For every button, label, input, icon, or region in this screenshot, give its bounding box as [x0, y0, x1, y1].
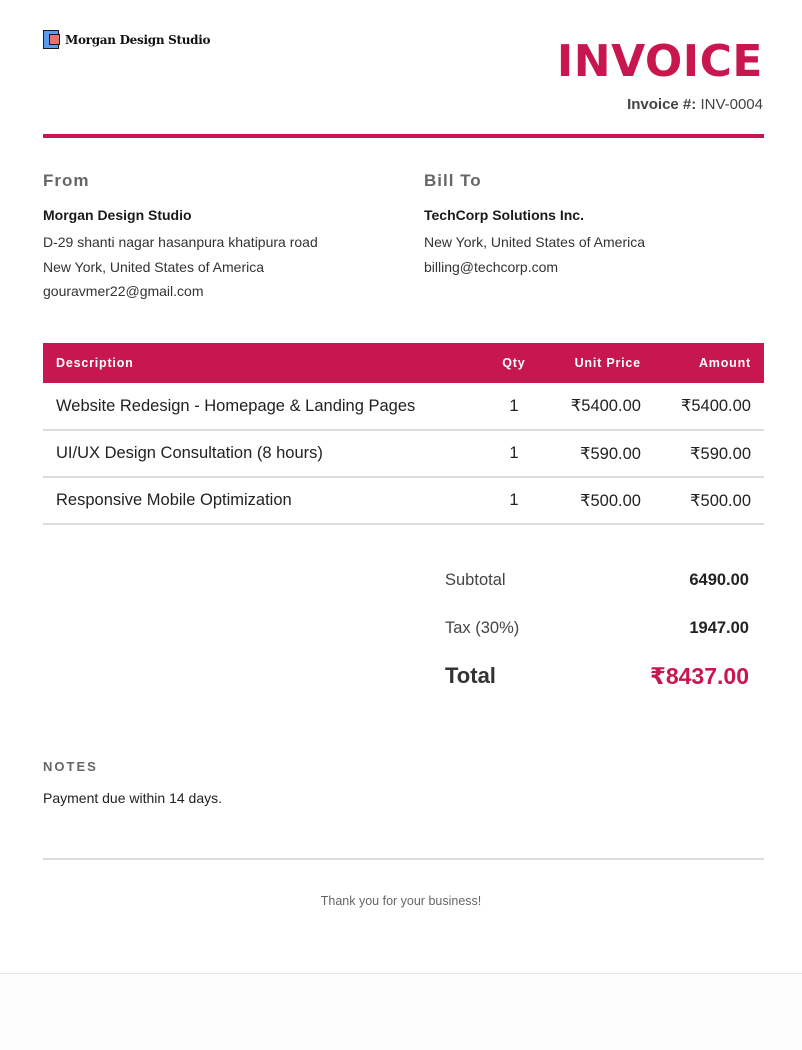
- column-header-amount: Amount: [698, 356, 751, 370]
- footer-thank-you: Thank you for your business!: [320, 894, 482, 908]
- column-header-qty: Qty: [502, 356, 526, 370]
- brand-name: Morgan Design Studio: [65, 33, 211, 47]
- item-qty: 1: [484, 477, 544, 524]
- table-row: [43, 477, 764, 524]
- invoice-title: INVOICE: [556, 36, 763, 87]
- bill-to-location: New York, United States of America: [424, 234, 645, 250]
- invoice-number: [627, 96, 763, 113]
- item-qty: 1: [484, 430, 544, 477]
- column-header-unit-price: Unit Price: [574, 356, 641, 370]
- item-unit-price: ₹590.00: [544, 430, 654, 477]
- item-qty: 1: [484, 383, 544, 430]
- tax-value: 1947.00: [689, 618, 749, 637]
- item-amount: ₹5400.00: [654, 383, 764, 430]
- from-email: gouravmer22@gmail.com: [43, 283, 204, 299]
- total-label: Total: [445, 663, 496, 688]
- header-divider: [43, 134, 764, 138]
- notes-label: NOTES: [43, 759, 98, 774]
- from-location: New York, United States of America: [43, 258, 264, 275]
- tax-row: [445, 614, 749, 642]
- footer-divider: [43, 858, 764, 860]
- invoice-number-value: INV-0004: [700, 96, 763, 113]
- bill-to-email: billing@techcorp.com: [424, 258, 559, 275]
- from-label: From: [43, 171, 90, 190]
- table-header-row: [43, 343, 764, 383]
- subtotal-row: [445, 566, 749, 594]
- subtotal-label: Subtotal: [445, 570, 506, 589]
- table-row: [43, 430, 764, 477]
- tax-label: Tax (30%): [445, 618, 520, 637]
- subtotal-value: 6490.00: [689, 570, 749, 589]
- item-description: Website Redesign - Homepage & Landing Pages: [43, 383, 484, 430]
- item-amount: ₹590.00: [654, 430, 764, 477]
- from-name: Morgan Design Studio: [43, 207, 192, 223]
- item-amount: ₹500.00: [654, 477, 764, 524]
- logo-red-square: [49, 34, 60, 45]
- invoice-number-label: Invoice #:: [627, 96, 697, 113]
- item-description: Responsive Mobile Optimization: [43, 477, 484, 524]
- item-unit-price: ₹5400.00: [544, 383, 654, 430]
- brand-logo: [43, 30, 210, 50]
- total-value: ₹8437.00: [649, 662, 749, 689]
- bill-to-label: Bill To: [424, 171, 482, 190]
- overlapping-squares-logo-icon: [43, 30, 61, 50]
- table-row: [43, 383, 764, 430]
- from-address: D-29 shanti nagar hasanpura khatipura road: [43, 234, 318, 250]
- item-description: UI/UX Design Consultation (8 hours): [43, 430, 484, 477]
- item-unit-price: ₹500.00: [544, 477, 654, 524]
- total-row: [445, 658, 749, 694]
- page-bottom-area: [0, 973, 802, 1050]
- bill-to-section: [424, 171, 764, 279]
- from-section: [43, 171, 383, 304]
- line-items-table: [43, 343, 764, 525]
- column-header-description: Description: [56, 356, 134, 370]
- totals-section: [445, 566, 749, 694]
- notes-text: Payment due within 14 days.: [43, 790, 222, 806]
- bill-to-name: TechCorp Solutions Inc.: [424, 207, 584, 223]
